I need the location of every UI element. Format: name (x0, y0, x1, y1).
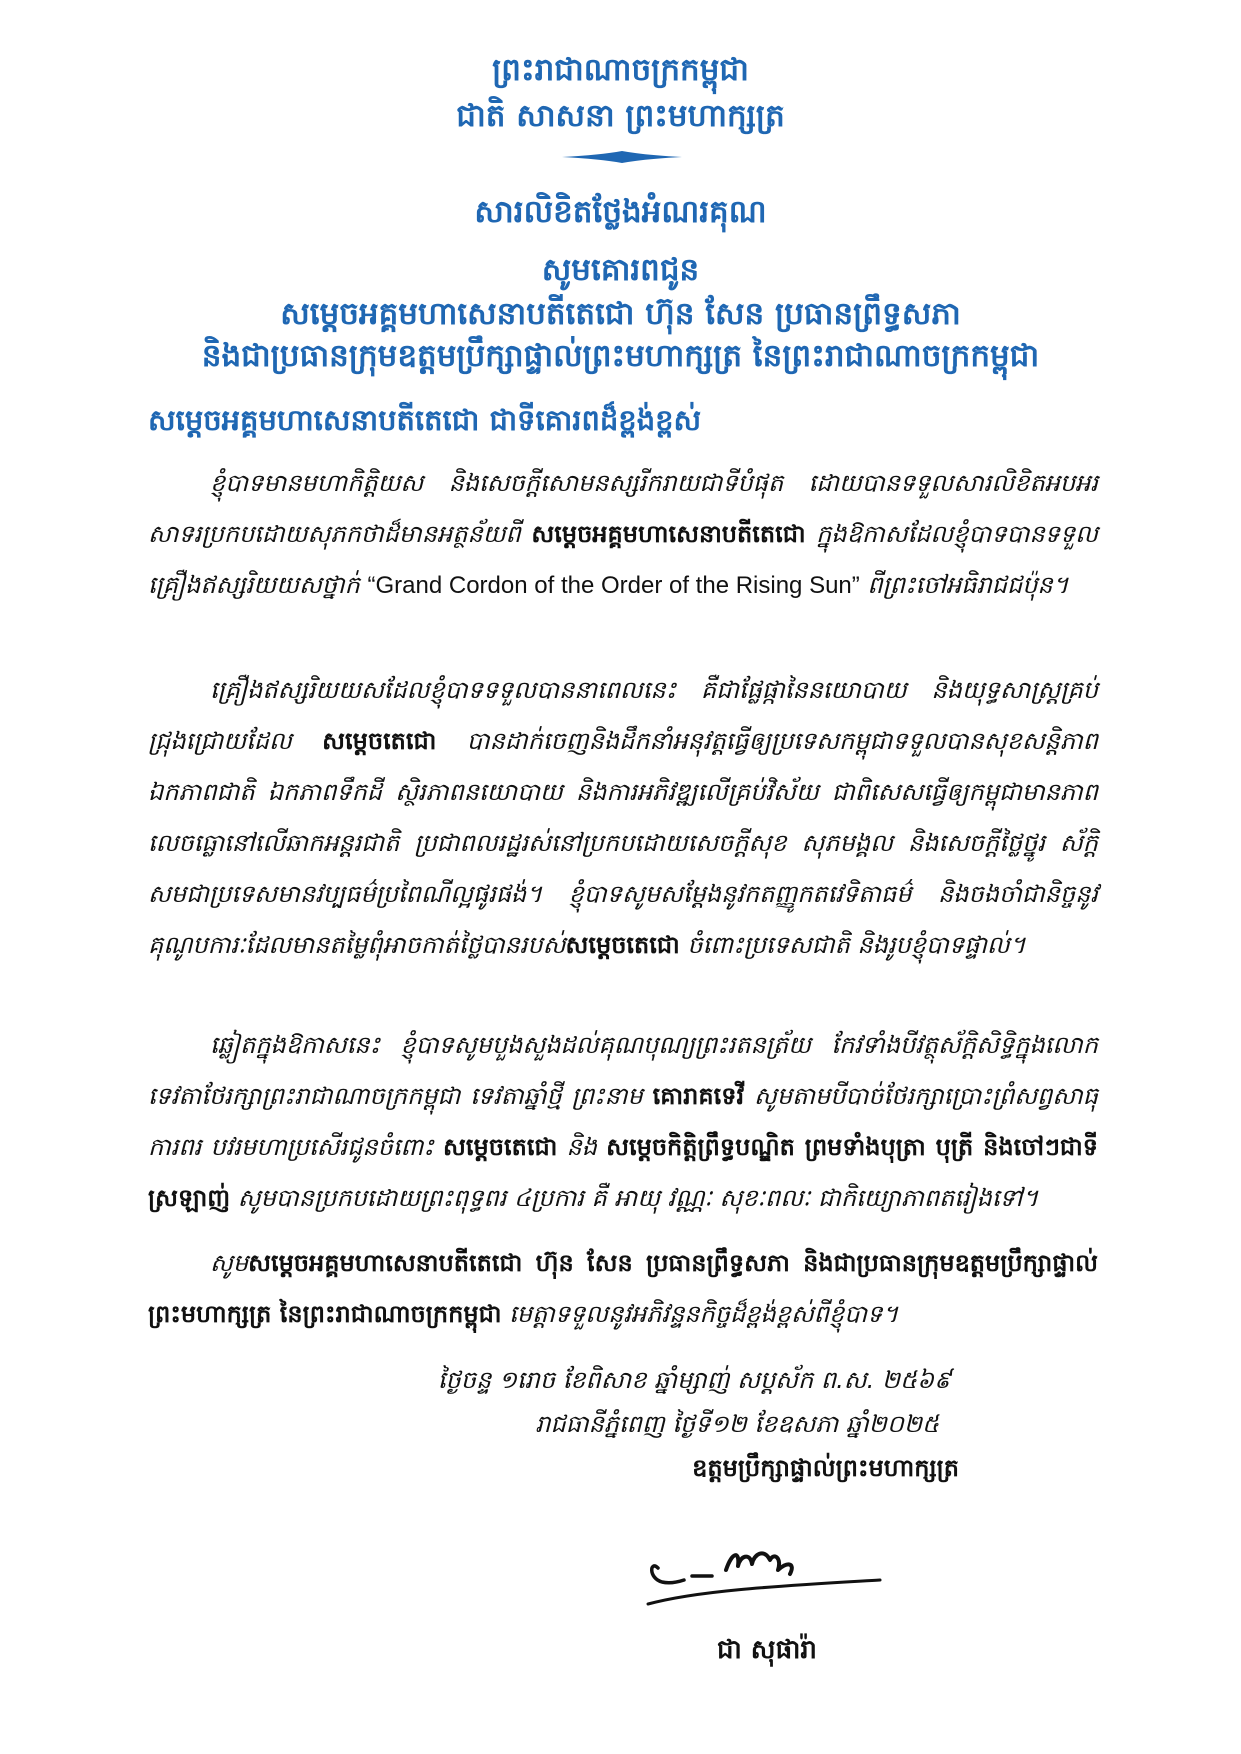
salutation: សម្តេចអគ្គមហាសេនាបតីតេជោ ជាទីគោរពដ៏ខ្ពង់ខ្ពស់ (148, 403, 702, 437)
signer-name: ជា សុផារ៉ា (717, 1635, 817, 1665)
signer-title: ឧត្តមប្រឹក្សាផ្ទាល់ព្រះមហាក្សត្រ (692, 1454, 959, 1482)
paragraph-1: ខ្ញុំបាទមានមហាកិត្តិយស និងសេចក្តីសោមនស្សរីករាយជាទីបំផុត ដោយបានទទួលសារលិខិតអបអរសាទរប្រកបដោយសុភកថាដ៏មានអត្ថន័យពី សម្តេចអគ្គមហាសេនាបតីតេជោ ក្នុងឱកាសដែលខ្ញុំបាទបានទទួលគ្រឿងឥស្សរិយយសថ្នាក់ “Grand Cordon of the Order of the Rising Sun” ពីព្រះចៅអធិរាជជប៉ុន។ (148, 469, 1098, 599)
address-line: សូមគោរពជូន (541, 252, 700, 288)
national-motto: ជាតិ សាសនា ព្រះមហាក្សត្រ (456, 98, 785, 134)
ornamental-divider (560, 150, 684, 164)
paragraph-2: គ្រឿងឥស្សរិយយសដែលខ្ញុំបាទទទួលបាននាពេលនេះ គឺជាផ្លែផ្កានៃនយោបាយ និងយុទ្ធសាស្ត្រគ្រប់ជ្រុងជ្រោយដែល សម្តេចតេជោ បានដាក់ចេញនិងដឹកនាំអនុវត្តធ្វើឲ្យប្រទេសកម្ពុជាទទួលបានសុខសន្តិភាព ឯកភាពជាតិ ឯកភាពទឹកដី ស្ថិរភាពនយោបាយ និងការអភិវឌ្ឍលើគ្រប់វិស័យ ជាពិសេសធ្វើឲ្យកម្ពុជាមានភាពលេចធ្លោនៅលើឆាកអន្តរជាតិ ប្រជាពលរដ្ឋរស់នៅប្រកបដោយសេចក្តីសុខ សុភមង្គល និងសេចក្តីថ្លៃថ្នូរ ស័ក្តិសមជាប្រទេសមានវប្បធម៌ប្រពៃណីល្អផូរផង់។ ខ្ញុំបាទសូមសម្តែងនូវកតញ្ញូកតវេទិតាធម៌ និងចងចាំជានិច្ចនូវគុណូបការៈដែលមានតម្លៃពុំអាចកាត់ថ្លៃបានរបស់សម្តេចតេជោ ចំពោះប្រទេសជាតិ និងរូបខ្ញុំបាទផ្ទាល់។ (148, 676, 1099, 959)
letter-title: សារលិខិតថ្លែងអំណរគុណ (474, 194, 767, 230)
recipient-line: សម្តេចអគ្គមហាសេនាបតីតេជោ ហ៊ុន សែន ប្រធានព្រឹទ្ធសភា (280, 296, 961, 332)
recipient-title-line: និងជាប្រធានក្រុមឧត្តមប្រឹក្សាផ្ទាល់ព្រះមហាក្សត្រ នៃព្រះរាជាណាចក្រកម្ពុជា (201, 338, 1040, 374)
handwritten-signature (640, 1530, 900, 1610)
paragraph-3: ឆ្លៀតក្នុងឱកាសនេះ ខ្ញុំបាទសូមបួងសួងដល់គុណបុណ្យព្រះរតនត្រ័យ កែវទាំងបីវត្ថុស័ក្តិសិទ្ធិក្នុងលោក ទេវតាថែរក្សាព្រះរាជាណាចក្រកម្ពុជា ទេវតាឆ្នាំថ្មី ព្រះនាម គោរាគទេវី សូមតាមបីបាច់ថែរក្សាប្រោះព្រំសព្វសាធុការពរ បវរមហាប្រសើរជូនចំពោះ សម្តេចតេជោ និង សម្តេចកិត្តិព្រឹទ្ធបណ្ឌិត ព្រមទាំងបុត្រា បុត្រី និងចៅៗជាទីស្រឡាញ់ សូមបានប្រកបដោយព្រះពុទ្ធពរ ៤ប្រការ គឺ អាយុ វណ្ណៈ សុខៈពលៈ ជាកិយ្យោភាពតរៀងទៅ។ (148, 1031, 1098, 1212)
lunar-date: ថ្ងៃចន្ទ ១រោច ខែពិសាខ ឆ្នាំម្សាញ់ សប្តស័ក ព.ស. ២៥៦៩ (437, 1366, 951, 1394)
place-date: រាជធានីភ្នំពេញ ថ្ងៃទី១២ ខែឧសភា ឆ្នាំ២០២៥ (535, 1410, 939, 1438)
kingdom-header: ព្រះរាជាណាចក្រកម្ពុជា (492, 52, 749, 88)
paragraph-4: សូមសម្តេចអគ្គមហាសេនាបតីតេជោ ហ៊ុន សែន ប្រធានព្រឹទ្ធសភា និងជាប្រធានក្រុមឧត្តមប្រឹក្សាផ្ទាល់ព្រះមហាក្សត្រ នៃព្រះរាជាណាចក្រកម្ពុជា មេត្តាទទួលនូវអភិវន្ទនកិច្ចដ៏ខ្ពង់ខ្ពស់ពីខ្ញុំបាទ។ (148, 1249, 1098, 1328)
